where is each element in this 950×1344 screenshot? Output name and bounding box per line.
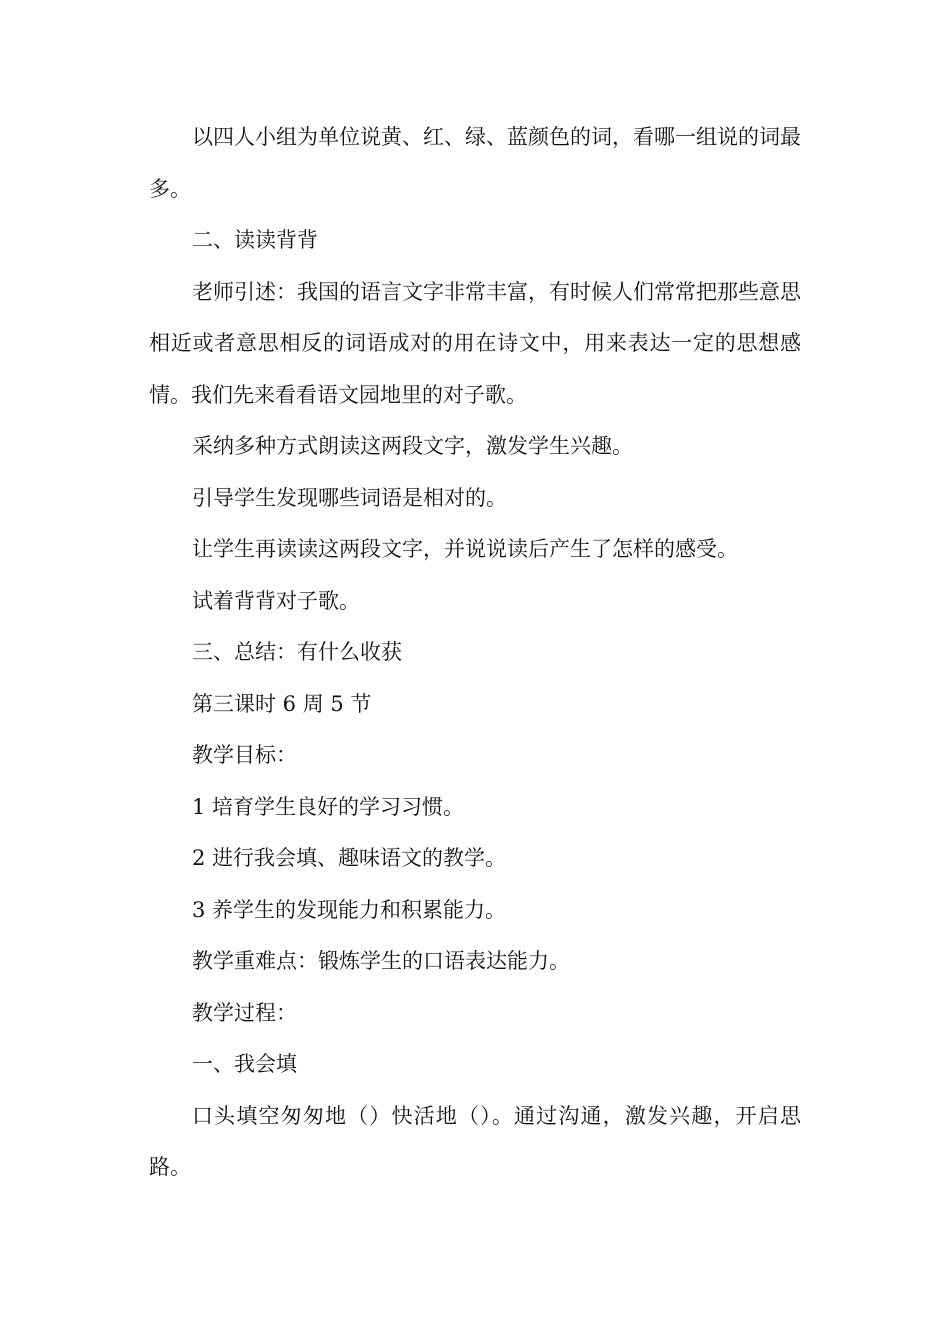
goal-item-2: 2 进行我会填、趣味语文的教学。 — [192, 846, 507, 870]
paragraph-recite: 试着背背对子歌。 — [192, 588, 360, 613]
paragraph-reread: 让学生再读读这两段文字，并说说读后产生了怎样的感受。 — [192, 537, 738, 561]
paragraph-intro-activity: 以四人小组为单位说黄、红、绿、蓝颜色的词，看哪一组说的词最多。 — [149, 125, 801, 201]
lesson-title-third: 第三课时 6 周 5 节 — [192, 691, 372, 716]
goal-item-1: 1 培育学生良好的学习习惯。 — [192, 794, 465, 819]
paragraph-key-difficulty: 教学重难点：锻炼学生的口语表达能力。 — [192, 949, 570, 973]
heading-teaching-goals: 教学目标： — [192, 743, 297, 767]
section-heading-read-recite: 二、读读背背 — [192, 228, 318, 252]
section-heading-fill-in: 一、我会填 — [192, 1052, 297, 1076]
section-heading-summary: 三、总结：有什么收获 — [192, 640, 402, 664]
document-body — [149, 112, 801, 1194]
heading-teaching-process: 教学过程： — [192, 1000, 297, 1025]
paragraph-find-opposites: 引导学生发现哪些词语是相对的。 — [192, 485, 507, 510]
paragraph-teacher-intro: 老师引述：我国的语言文字非常丰富，有时候人们常常把那些意思相近或者意思相反的词语成对的用在诗文中，用来表达一定的思想感情。我们先来看看语文园地里的对子歌。 — [149, 279, 801, 407]
paragraph-fill-in-activity: 口头填空匆匆地（）快活地（）。通过沟通，激发兴趣，开启思路。 — [149, 1103, 801, 1179]
paragraph-read-aloud: 采纳多种方式朗读这两段文字，激发学生兴趣。 — [192, 434, 633, 458]
goal-item-3: 3 养学生的发现能力和积累能力。 — [192, 897, 507, 922]
